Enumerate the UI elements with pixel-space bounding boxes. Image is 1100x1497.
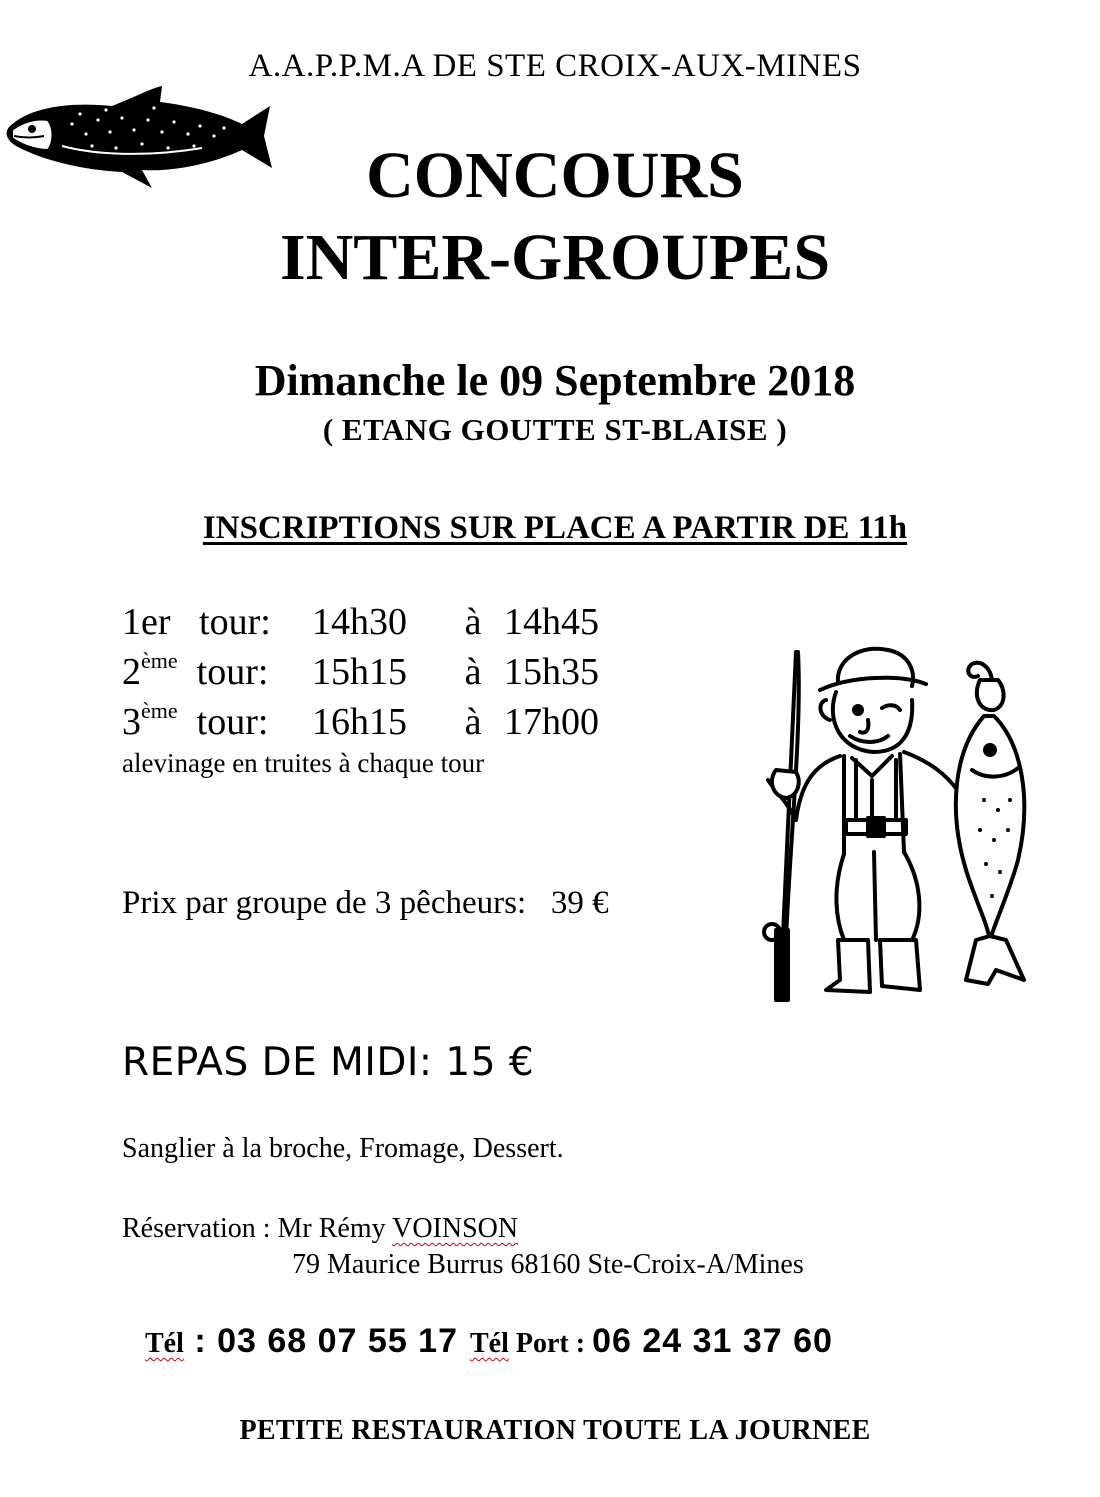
round-start: 14h30 bbox=[312, 601, 407, 643]
price-label: Prix par groupe de 3 pêcheurs: bbox=[122, 885, 527, 921]
round-label: 3ème tour: bbox=[122, 698, 269, 743]
round-start: 16h15 bbox=[312, 701, 407, 743]
reservation-surname: VOINSON bbox=[392, 1213, 519, 1244]
round-end: 17h00 bbox=[504, 701, 599, 743]
reservation-line bbox=[122, 1213, 518, 1245]
mobile-label: Tél bbox=[470, 1328, 509, 1359]
event-location: ( ETANG GOUTTE ST-BLAISE ) bbox=[322, 412, 788, 447]
restocking-note: alevinage en truites à chaque tour bbox=[122, 748, 485, 778]
group-price bbox=[122, 885, 609, 922]
event-date: Dimanche le 09 Septembre 2018 bbox=[254, 356, 856, 405]
round-start: 15h15 bbox=[312, 651, 407, 693]
round-2 bbox=[122, 650, 599, 694]
title-line-2: INTER-GROUPES bbox=[279, 221, 831, 294]
registration-notice: INSCRIPTIONS SUR PLACE A PARTIR DE 11h bbox=[202, 510, 908, 546]
round-end: 14h45 bbox=[504, 601, 599, 643]
contact-line bbox=[145, 1322, 833, 1361]
lunch-menu: Sanglier à la broche, Fromage, Dessert. bbox=[122, 1133, 564, 1164]
price-value: 39 € bbox=[550, 885, 609, 921]
round-end: 15h35 bbox=[504, 651, 599, 693]
reservation-address: 79 Maurice Burrus 68160 Ste-Croix-A/Mines bbox=[292, 1249, 804, 1280]
round-label: 1er tour: bbox=[122, 601, 271, 643]
round-label: 2ème tour: bbox=[122, 648, 269, 693]
organization-name: A.A.P.P.M.A DE STE CROIX-AUX-MINES bbox=[248, 48, 862, 84]
mobile-number: 06 24 31 37 60 bbox=[592, 1322, 833, 1360]
phone-number: 03 68 07 55 17 bbox=[217, 1322, 458, 1360]
lunch-title: REPAS DE MIDI: 15 € bbox=[122, 1040, 535, 1085]
fisherman-illustration bbox=[740, 640, 1040, 1010]
phone-colon: : bbox=[183, 1322, 218, 1360]
phone-label: Tél bbox=[145, 1328, 184, 1359]
round-1 bbox=[122, 600, 599, 644]
round-sep: à bbox=[464, 701, 482, 743]
reservation-label: Réservation : Mr Rémy bbox=[122, 1213, 393, 1244]
title-line-1: CONCOURS bbox=[366, 139, 744, 212]
footer-notice: PETITE RESTAURATION TOUTE LA JOURNEE bbox=[239, 1415, 871, 1446]
round-sep: à bbox=[464, 651, 482, 693]
round-sep: à bbox=[464, 601, 482, 643]
mobile-label-rest: Port : bbox=[508, 1328, 593, 1359]
round-3 bbox=[122, 700, 599, 744]
